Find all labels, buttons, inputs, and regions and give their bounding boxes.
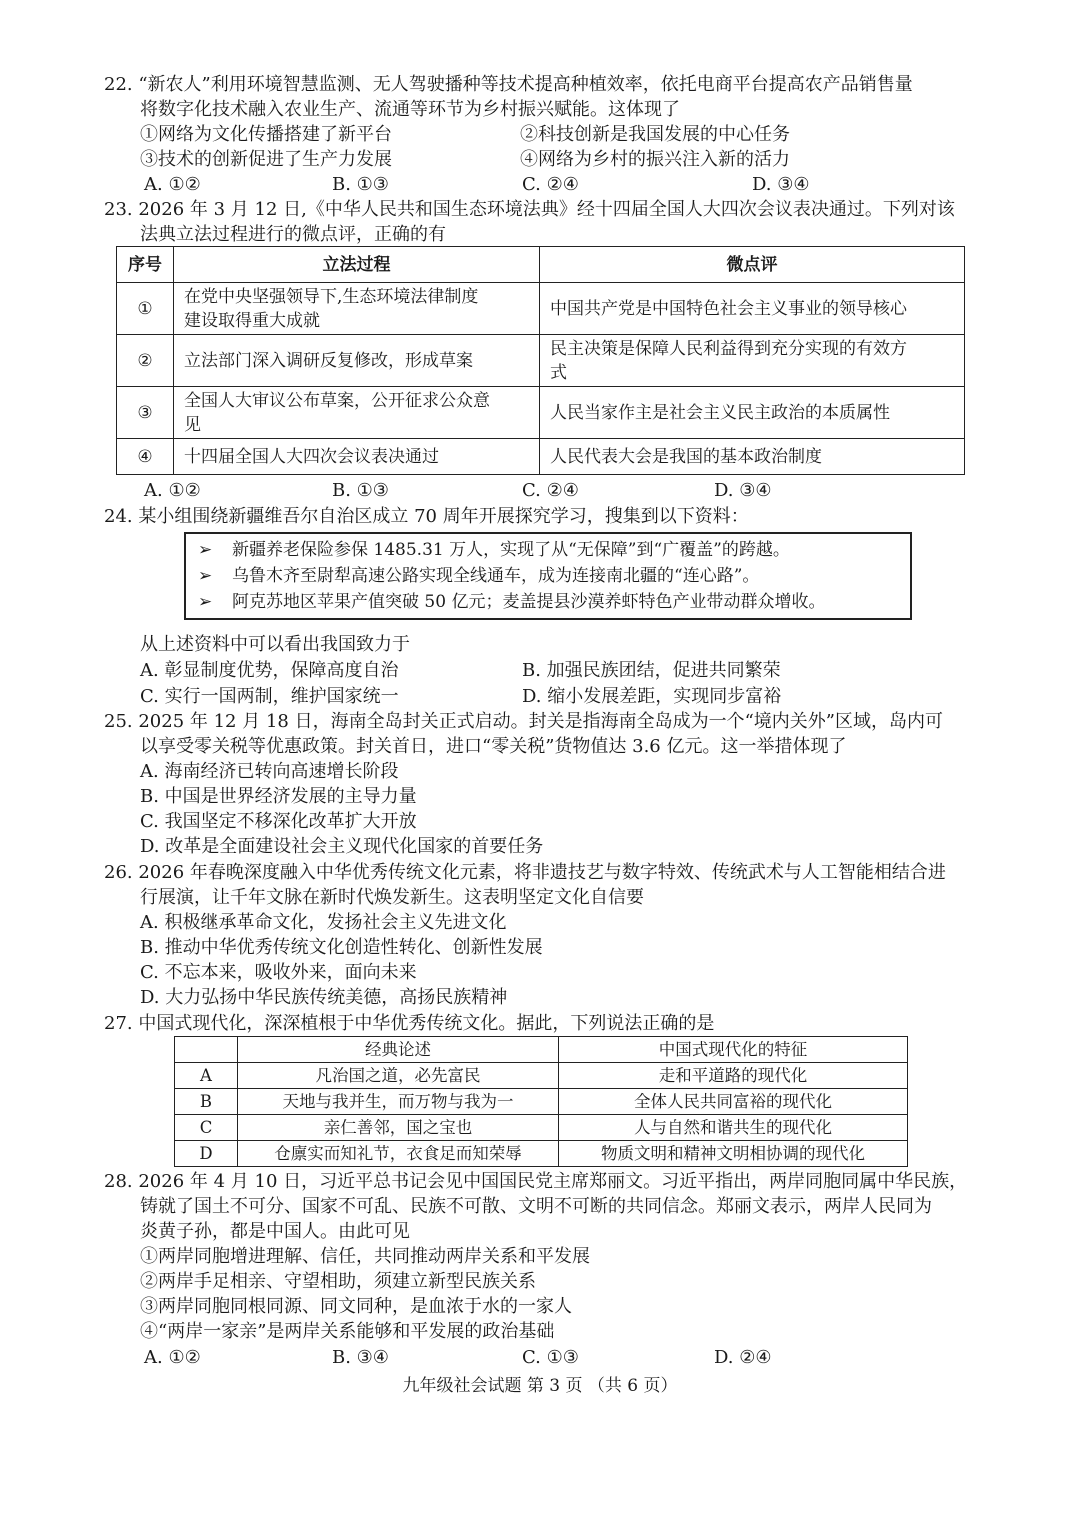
q23-stem-line-1: 23. 2026 年 3 月 12 日,《中华人民共和国生态环境法典》经十四届全国人大四次会议表决通过。下列对该 (104, 199, 955, 220)
q28-option-b[interactable]: B. ③④ (332, 1347, 389, 1368)
q23-row-4-no: ④ (117, 439, 174, 475)
q27-row-d[interactable] (175, 1141, 908, 1167)
q23-header-no: 序号 (117, 247, 174, 283)
q25-option-b[interactable]: B. 中国是世界经济发展的主导力量 (140, 786, 417, 807)
q28-option-a[interactable]: A. ①② (144, 1347, 201, 1368)
q23-row-4-comment: 人民代表大会是我国的基本政治制度 (540, 439, 965, 475)
q28-statement-2: ②两岸手足相亲、守望相助，须建立新型民族关系 (140, 1271, 536, 1292)
q28-statement-1: ①两岸同胞增进理解、信任，共同推动两岸关系和平发展 (140, 1246, 590, 1267)
q24-material-box (184, 532, 912, 620)
q27-row-a-option[interactable]: A (175, 1063, 238, 1089)
q22-option-b[interactable]: B. ①③ (332, 174, 389, 195)
arrow-bullet-icon: ➢ (198, 566, 213, 586)
q23-option-d[interactable]: D. ③④ (714, 480, 772, 501)
q27-row-c-feature: 人与自然和谐共生的现代化 (559, 1115, 908, 1141)
q23-header-process: 立法过程 (174, 247, 540, 283)
q26-option-c[interactable]: C. 不忘本来，吸收外来，面向未来 (140, 962, 417, 983)
q22-option-c[interactable]: C. ②④ (522, 174, 579, 195)
q27-row-b-quote: 天地与我并生，而万物与我为一 (238, 1089, 559, 1115)
q23-row-4 (117, 439, 965, 475)
q27-row-c[interactable] (175, 1115, 908, 1141)
q28-statement-4: ④“两岸一家亲”是两岸关系能够和平发展的政治基础 (140, 1321, 555, 1342)
q25-option-a[interactable]: A. 海南经济已转向高速增长阶段 (140, 761, 399, 782)
arrow-bullet-icon: ➢ (198, 592, 213, 612)
q27-row-d-quote: 仓廪实而知礼节，衣食足而知荣辱 (238, 1141, 559, 1167)
q22-statement-2: ②科技创新是我国发展的中心任务 (520, 124, 790, 145)
q26-option-b[interactable]: B. 推动中华优秀传统文化创造性转化、创新性发展 (140, 937, 543, 958)
q22-option-d[interactable]: D. ③④ (752, 174, 810, 195)
q23-row-3 (117, 387, 965, 439)
q23-row-2-no: ② (117, 335, 174, 387)
q23-row-3-no: ③ (117, 387, 174, 439)
q23-option-c[interactable]: C. ②④ (522, 480, 579, 501)
q27-row-c-quote: 亲仁善邻，国之宝也 (238, 1115, 559, 1141)
q27-row-b[interactable] (175, 1089, 908, 1115)
q25-stem-line-1: 25. 2025 年 12 月 18 日，海南全岛封关正式启动。封关是指海南全岛成为一个“境内关外”区域，岛内可 (104, 711, 943, 732)
q28-option-d[interactable]: D. ②④ (714, 1347, 772, 1368)
q27-row-d-option[interactable]: D (175, 1141, 238, 1167)
q23-option-b[interactable]: B. ①③ (332, 480, 389, 501)
q27-row-a[interactable] (175, 1063, 908, 1089)
q26-option-a[interactable]: A. 积极继承革命文化，发扬社会主义先进文化 (140, 912, 507, 933)
q27-row-a-quote: 凡治国之道，必先富民 (238, 1063, 559, 1089)
q25-stem-line-2: 以享受零关税等优惠政策。封关首日，进口“零关税”货物值达 3.6 亿元。这一举措体现了 (140, 736, 847, 757)
q23-row-1-no: ① (117, 283, 174, 335)
q22-option-a[interactable]: A. ①② (144, 174, 201, 195)
q22-stem-line-2: 将数字化技术融入农业生产、流通等环节为乡村振兴赋能。这体现了 (140, 99, 680, 120)
q23-row-3-process: 全国人大审议公布草案，公开征求公众意 见 (174, 387, 540, 439)
q28-stem-line-1: 28. 2026 年 4 月 10 日，习近平总书记会见中国国民党主席郑丽文。习近平指出，两岸同胞同属中华民族， (104, 1171, 968, 1192)
q24-option-c[interactable]: C. 实行一国两制，维护国家统一 (140, 686, 399, 707)
q28-option-c[interactable]: C. ①③ (522, 1347, 579, 1368)
q27-table (174, 1036, 908, 1167)
q26-stem-line-2: 行展演，让千年文脉在新时代焕发新生。这表明坚定文化自信要 (140, 887, 644, 908)
q23-option-a[interactable]: A. ①② (144, 480, 201, 501)
q24-stem: 24. 某小组围绕新疆维吾尔自治区成立 70 周年开展探究学习，搜集到以下资料： (104, 506, 749, 527)
q24-option-a[interactable]: A. 彰显制度优势，保障高度自治 (140, 660, 399, 681)
q26-stem-line-1: 26. 2026 年春晚深度融入中华优秀传统文化元素，将非遗技艺与数字特效、传统武术与人工智能相结合进 (104, 862, 946, 883)
q27-row-c-option[interactable]: C (175, 1115, 238, 1141)
q23-row-2-process: 立法部门深入调研反复修改，形成草案 (174, 335, 540, 387)
q23-stem-line-2: 法典立法过程进行的微点评，正确的有 (140, 224, 446, 245)
q23-row-3-comment: 人民当家作主是社会主义民主政治的本质属性 (540, 387, 965, 439)
q27-header-quote: 经典论述 (238, 1037, 559, 1063)
q25-option-c[interactable]: C. 我国坚定不移深化改革扩大开放 (140, 811, 417, 832)
q23-row-2 (117, 335, 965, 387)
q28-stem-line-3: 炎黄子孙，都是中国人。由此可见 (140, 1221, 410, 1242)
q23-row-1-comment: 中国共产党是中国特色社会主义事业的领导核心 (540, 283, 965, 335)
q22-statement-4: ④网络为乡村的振兴注入新的活力 (520, 149, 790, 170)
q24-material-2: ➢ 乌鲁木齐至尉犁高速公路实现全线通车，成为连接南北疆的“连心路”。 (198, 563, 759, 589)
q28-stem-line-2: 铸就了国土不可分、国家不可乱、民族不可散、文明不可断的共同信念。郑丽文表示，两岸人民同为 (140, 1196, 932, 1217)
q27-row-d-feature: 物质文明和精神文明相协调的现代化 (559, 1141, 908, 1167)
q25-option-d[interactable]: D. 改革是全面建设社会主义现代化国家的首要任务 (140, 836, 544, 857)
q27-header-option (175, 1037, 238, 1063)
q23-table (116, 246, 965, 475)
q22-stem-line-1: 22. “新农人”利用环境智慧监测、无人驾驶播种等技术提高种植效率，依托电商平台提高农产品销售量 (104, 74, 913, 95)
q27-row-b-option[interactable]: B (175, 1089, 238, 1115)
q24-option-b[interactable]: B. 加强民族团结，促进共同繁荣 (522, 660, 781, 681)
q27-header-feature: 中国式现代化的特征 (559, 1037, 908, 1063)
q23-header-comment: 微点评 (540, 247, 965, 283)
q24-option-d[interactable]: D. 缩小发展差距，实现同步富裕 (522, 686, 782, 707)
q23-row-2-comment: 民主决策是保障人民利益得到充分实现的有效方 式 (540, 335, 965, 387)
q27-stem: 27. 中国式现代化，深深植根于中华优秀传统文化。据此，下列说法正确的是 (104, 1013, 715, 1034)
arrow-bullet-icon: ➢ (198, 540, 213, 560)
q23-row-4-process: 十四届全国人大四次会议表决通过 (174, 439, 540, 475)
q23-row-1-process: 在党中央坚强领导下,生态环境法律制度 建设取得重大成就 (174, 283, 540, 335)
q24-material-1: ➢ 新疆养老保险参保 1485.31 万人，实现了从“无保障”到“广覆盖”的跨越。 (198, 537, 790, 563)
q22-statement-3: ③技术的创新促进了生产力发展 (140, 149, 392, 170)
q27-row-a-feature: 走和平道路的现代化 (559, 1063, 908, 1089)
q23-row-1 (117, 283, 965, 335)
q28-statement-3: ③两岸同胞同根同源、同文同种，是血浓于水的一家人 (140, 1296, 572, 1317)
q22-statement-1: ①网络为文化传播搭建了新平台 (140, 124, 392, 145)
q26-option-d[interactable]: D. 大力弘扬中华民族传统美德，高扬民族精神 (140, 987, 508, 1008)
q24-prompt: 从上述资料中可以看出我国致力于 (140, 634, 410, 655)
page-footer: 九年级社会试题 第 3 页 （共 6 页） (402, 1376, 678, 1396)
q27-row-b-feature: 全体人民共同富裕的现代化 (559, 1089, 908, 1115)
q24-material-3: ➢ 阿克苏地区苹果产值突破 50 亿元；麦盖提县沙漠养虾特色产业带动群众增收。 (198, 589, 825, 615)
